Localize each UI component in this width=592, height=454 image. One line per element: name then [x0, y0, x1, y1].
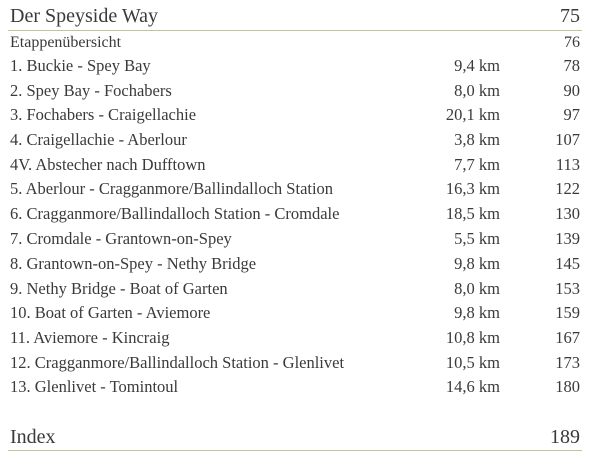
- index-page-number: 189: [550, 426, 580, 448]
- stage-page-number: 159: [555, 303, 580, 322]
- overview-title: Etappenübersicht: [10, 34, 122, 51]
- stage-title: 7. Cromdale - Grantown-on-Spey: [10, 229, 232, 248]
- toc-entry-stage-2[interactable]: [0, 81, 592, 105]
- toc-entry-stage-4v[interactable]: [0, 155, 592, 179]
- stage-distance: 9,8 km: [454, 303, 500, 322]
- toc-section-heading[interactable]: [0, 4, 592, 28]
- toc-overview-entry[interactable]: [0, 33, 592, 57]
- stage-page-number: 107: [555, 130, 580, 149]
- stage-distance: 16,3 km: [445, 179, 500, 198]
- stage-title: 12. Cragganmore/Ballindalloch Station - Glenlivet: [10, 353, 345, 372]
- stage-page-number: 113: [555, 155, 580, 174]
- stage-page-number: 78: [563, 56, 580, 75]
- section-page-number: 75: [560, 5, 580, 27]
- stage-title: 4. Craigellachie - Aberlour: [10, 130, 187, 149]
- stage-title: 13. Glenlivet - Tomintoul: [10, 377, 179, 396]
- toc-entry-stage-4[interactable]: [0, 130, 592, 154]
- stage-distance: 3,8 km: [454, 130, 500, 149]
- stage-distance: 20,1 km: [445, 105, 500, 124]
- stage-page-number: 173: [555, 353, 580, 372]
- stage-page-number: 90: [563, 81, 580, 100]
- stage-title: 5. Aberlour - Cragganmore/Ballindalloch Station: [10, 179, 334, 198]
- stage-page-number: 167: [555, 328, 580, 347]
- stage-title: 4V. Abstecher nach Dufftown: [10, 155, 206, 174]
- stage-distance: 5,5 km: [454, 229, 500, 248]
- stage-title: 10. Boat of Garten - Aviemore: [10, 303, 211, 322]
- stage-page-number: 153: [555, 279, 580, 298]
- stage-distance: 10,8 km: [445, 328, 500, 347]
- overview-page-number: 76: [564, 34, 580, 51]
- toc-entry-stage-13[interactable]: [0, 377, 592, 401]
- stage-distance: 9,4 km: [454, 56, 500, 75]
- stage-distance: 18,5 km: [445, 204, 500, 223]
- toc-entry-stage-1[interactable]: [0, 56, 592, 80]
- stage-distance: 14,6 km: [445, 377, 500, 396]
- stage-distance: 7,7 km: [454, 155, 500, 174]
- stage-title: 3. Fochabers - Craigellachie: [10, 105, 197, 124]
- stage-distance: 8,0 km: [454, 81, 500, 100]
- index-title: Index: [10, 426, 56, 448]
- stage-page-number: 130: [555, 204, 580, 223]
- stage-page-number: 122: [555, 179, 580, 198]
- toc-entry-stage-11[interactable]: [0, 328, 592, 352]
- stage-page-number: 145: [555, 254, 580, 273]
- stage-title: 1. Buckie - Spey Bay: [10, 56, 151, 75]
- stage-distance: 10,5 km: [445, 353, 500, 372]
- toc-entry-stage-12[interactable]: [0, 353, 592, 377]
- stage-page-number: 97: [563, 105, 580, 124]
- stage-page-number: 139: [555, 229, 580, 248]
- stage-title: 2. Spey Bay - Fochabers: [10, 81, 172, 100]
- toc-entry-stage-8[interactable]: [0, 254, 592, 278]
- stage-distance: 9,8 km: [454, 254, 500, 273]
- toc-entry-stage-5[interactable]: [0, 179, 592, 203]
- stage-page-number: 180: [555, 377, 580, 396]
- toc-entry-stage-9[interactable]: [0, 279, 592, 303]
- stage-title: 8. Grantown-on-Spey - Nethy Bridge: [10, 254, 257, 273]
- section-divider: [8, 30, 582, 31]
- section-title: Der Speyside Way: [10, 5, 158, 27]
- stage-title: 9. Nethy Bridge - Boat of Garten: [10, 279, 228, 298]
- index-divider: [8, 450, 582, 451]
- toc-index-heading[interactable]: [0, 425, 592, 449]
- stage-distance: 8,0 km: [454, 279, 500, 298]
- toc-entry-stage-3[interactable]: [0, 105, 592, 129]
- toc-entry-stage-6[interactable]: [0, 204, 592, 228]
- toc-entry-stage-10[interactable]: [0, 303, 592, 327]
- stage-title: 11. Aviemore - Kincraig: [10, 328, 170, 347]
- stage-title: 6. Cragganmore/Ballindalloch Station - Cromdale: [10, 204, 340, 223]
- toc-entry-stage-7[interactable]: [0, 229, 592, 253]
